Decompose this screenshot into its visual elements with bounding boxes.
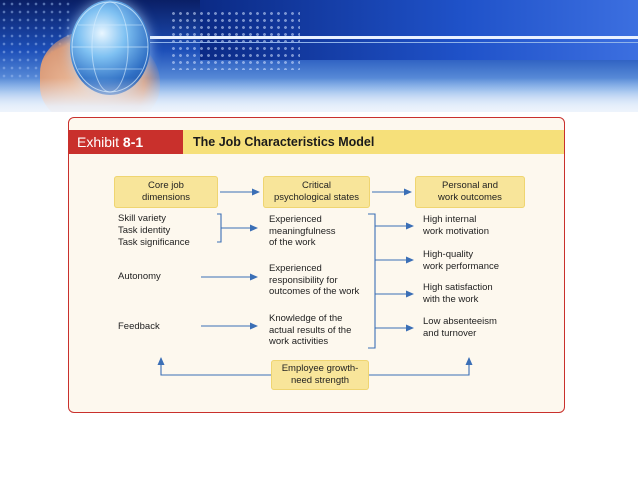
state-knowledge: Knowledge of the actual results of the work activities (269, 313, 352, 347)
exhibit-tag-prefix: Exhibit (77, 134, 123, 150)
header-banner (0, 0, 638, 112)
critical-states-label: Critical psychological states (273, 180, 360, 203)
critical-states-box (263, 176, 370, 208)
banner-stripe-thin (150, 42, 638, 43)
item-autonomy: Autonomy (118, 271, 161, 282)
outcome-absenteeism: Low absenteeism and turnover (423, 316, 497, 339)
item-feedback: Feedback (118, 321, 160, 332)
outcome-motivation: High internal work motivation (423, 214, 489, 237)
state-meaningfulness: Experienced meaningfulness of the work (269, 214, 336, 248)
exhibit-title: The Job Characteristics Model (183, 130, 564, 154)
banner-pixel-pattern-right (170, 10, 300, 70)
banner-stripe (150, 36, 638, 39)
item-task-identity: Task identity (118, 225, 171, 236)
exhibit-number: 8-1 (122, 134, 144, 150)
outcomes-label: Personal and work outcomes (438, 180, 502, 203)
core-dimensions-label: Core job dimensions (141, 180, 191, 203)
moderator-box (271, 360, 369, 390)
state-responsibility: Experienced responsibility for outcomes of the work (269, 263, 360, 297)
banner-fade (0, 78, 638, 112)
core-dimensions-box (114, 176, 218, 208)
outcome-performance: High-quality work performance (423, 249, 500, 272)
item-skill-variety: Skill variety (118, 213, 167, 224)
exhibit-panel (68, 117, 565, 413)
outcomes-box (415, 176, 525, 208)
moderator-label: Employee growth- need strength (281, 363, 359, 386)
outcome-satisfaction: High satisfaction with the work (423, 282, 493, 305)
item-task-significance: Task significance (118, 237, 190, 248)
